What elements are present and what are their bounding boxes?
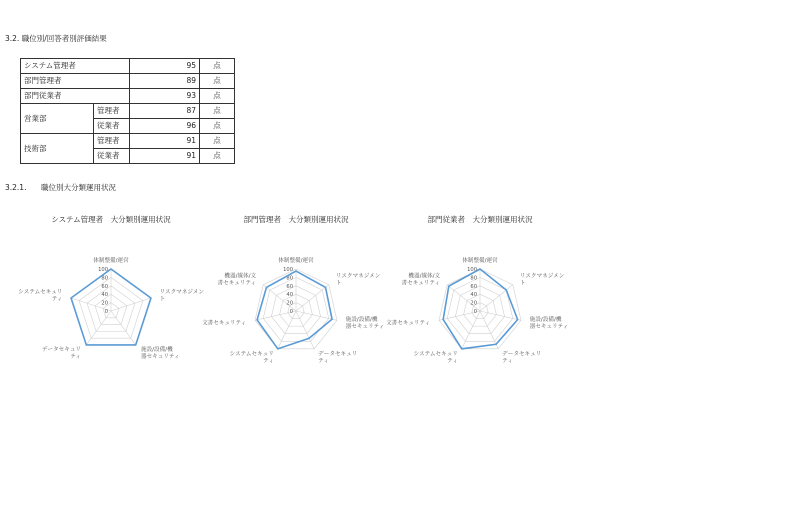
tick-label: 60 bbox=[286, 283, 293, 290]
row-value: 95 bbox=[130, 59, 200, 74]
axis-label-line: 施設/設備/機 bbox=[529, 316, 562, 323]
grid-spoke bbox=[296, 311, 314, 349]
radar-chart bbox=[385, 214, 575, 364]
axis-label-line: システムセキュリ bbox=[413, 351, 458, 358]
axis-label-line: データセキュリ bbox=[502, 351, 542, 358]
tick-label: 100 bbox=[467, 267, 477, 273]
axis-label bbox=[141, 345, 180, 360]
row-unit: 点 bbox=[200, 149, 235, 164]
row-label: 部門管理者 bbox=[21, 74, 130, 89]
axis-label-line: 体制整備/運営 bbox=[278, 258, 314, 264]
tick-label: 40 bbox=[286, 292, 293, 299]
grid-spoke bbox=[480, 311, 498, 349]
axis-label-line: 施設/設備/機 bbox=[345, 316, 378, 323]
radar-chart bbox=[16, 214, 206, 364]
table-row bbox=[21, 59, 235, 74]
tick-label: 40 bbox=[101, 292, 108, 299]
row-label: 管理者 bbox=[94, 134, 130, 149]
radar-plot bbox=[16, 214, 206, 364]
row-unit: 点 bbox=[200, 119, 235, 134]
row-unit: 点 bbox=[200, 104, 235, 119]
row-unit: 点 bbox=[200, 74, 235, 89]
axis-label bbox=[502, 349, 541, 364]
row-value: 91 bbox=[130, 149, 200, 164]
axis-label-line: ティ bbox=[502, 358, 513, 364]
subsection-title: 職位別大分類運用状況 bbox=[41, 183, 116, 192]
row-label: 従業者 bbox=[94, 119, 130, 134]
tick-label: 20 bbox=[101, 300, 108, 307]
axis-label-line: ト bbox=[519, 280, 526, 287]
table-row bbox=[21, 134, 235, 149]
axis-label bbox=[230, 350, 274, 364]
section-title: 3.2. 職位別/回答者別評価結果 bbox=[5, 34, 107, 43]
tick-label: 40 bbox=[470, 292, 477, 299]
axis-label-line: 書セキュリティ bbox=[401, 280, 441, 287]
axis-label-line: データセキュリ bbox=[318, 351, 358, 358]
axis-label-line: 書セキュリティ bbox=[217, 280, 257, 287]
axis-label bbox=[278, 256, 314, 264]
axis-label bbox=[346, 315, 385, 330]
table-row bbox=[21, 89, 235, 104]
group-label: 営業部 bbox=[21, 104, 94, 134]
radar-plot bbox=[201, 214, 391, 364]
axis-label-line: 器セキュリティ bbox=[140, 353, 180, 360]
tick-label: 0 bbox=[473, 309, 477, 315]
tick-label: 100 bbox=[283, 267, 293, 273]
row-label: システム管理者 bbox=[21, 59, 130, 74]
axis-label bbox=[160, 288, 205, 303]
tick-label: 0 bbox=[289, 309, 293, 315]
axis-label-line: ティ bbox=[70, 353, 82, 360]
axis-label-line: リスクマネジメン bbox=[519, 273, 565, 280]
tick-label: 100 bbox=[98, 267, 108, 273]
subsection-number: 3.2.1. bbox=[5, 183, 27, 192]
chart-title: 部門従業者 大分類別運用状況 bbox=[427, 215, 533, 224]
tick-label: 80 bbox=[286, 275, 293, 282]
row-unit: 点 bbox=[200, 89, 235, 104]
axis-label bbox=[414, 350, 458, 364]
score-table bbox=[20, 58, 235, 164]
axis-label-line: リスクマネジメン bbox=[159, 289, 204, 296]
axis-label-line: ティ bbox=[263, 358, 274, 364]
axis-label-line: 体制整備/運営 bbox=[462, 258, 498, 264]
row-unit: 点 bbox=[200, 59, 235, 74]
series-line bbox=[443, 269, 518, 349]
table-row bbox=[21, 104, 235, 119]
axis-label bbox=[42, 345, 81, 360]
table-row bbox=[21, 74, 235, 89]
axis-label-line: システムセキュリ bbox=[18, 289, 63, 296]
axis-label-line: ト bbox=[335, 280, 342, 287]
row-label: 従業者 bbox=[94, 149, 130, 164]
row-value: 93 bbox=[130, 89, 200, 104]
radar-chart bbox=[201, 214, 391, 364]
tick-label: 80 bbox=[101, 275, 108, 282]
axis-label bbox=[93, 256, 129, 264]
axis-label bbox=[530, 315, 569, 330]
axis-label bbox=[218, 272, 257, 287]
row-value: 96 bbox=[130, 119, 200, 134]
grid-spoke bbox=[462, 311, 480, 349]
axis-label bbox=[318, 349, 357, 364]
axis-label-line: 施設/設備/機 bbox=[140, 346, 173, 353]
axis-label-line: 機器/媒体/文 bbox=[408, 273, 441, 280]
radar-plot bbox=[385, 214, 575, 364]
axis-label bbox=[402, 272, 441, 287]
tick-label: 0 bbox=[104, 309, 108, 315]
axis-label-line: リスクマネジメン bbox=[335, 273, 381, 280]
axis-label bbox=[202, 318, 246, 326]
axis-label-line: ト bbox=[159, 296, 166, 303]
tick-label: 80 bbox=[470, 275, 477, 282]
axis-label-line: ティ bbox=[318, 358, 329, 364]
group-label: 技術部 bbox=[21, 134, 94, 164]
row-value: 91 bbox=[130, 134, 200, 149]
axis-label-line: 体制整備/運営 bbox=[93, 258, 129, 264]
tick-label: 20 bbox=[286, 300, 293, 307]
tick-label: 20 bbox=[470, 300, 477, 307]
axis-label bbox=[386, 318, 430, 326]
axis-label-line: 器セキュリティ bbox=[345, 323, 385, 330]
subsection-heading bbox=[5, 182, 116, 193]
tick-label: 60 bbox=[101, 283, 108, 290]
row-unit: 点 bbox=[200, 134, 235, 149]
row-label: 管理者 bbox=[94, 104, 130, 119]
axis-label-line: 文書セキュリティ bbox=[202, 320, 247, 327]
axis-label-line: 文書セキュリティ bbox=[386, 320, 431, 327]
axis-label-line: データセキュリ bbox=[41, 346, 82, 353]
axis-label bbox=[462, 256, 498, 264]
row-value: 87 bbox=[130, 104, 200, 119]
axis-label bbox=[18, 289, 62, 303]
axis-label-line: 機器/媒体/文 bbox=[224, 273, 257, 280]
row-label: 部門従業者 bbox=[21, 89, 130, 104]
axis-label-line: ティ bbox=[447, 358, 458, 364]
chart-title: 部門管理者 大分類別運用状況 bbox=[243, 215, 349, 224]
axis-label-line: ティ bbox=[51, 296, 63, 303]
axis-label-line: 器セキュリティ bbox=[529, 323, 569, 330]
axis-label-line: システムセキュリ bbox=[229, 351, 274, 358]
tick-label: 60 bbox=[470, 283, 477, 290]
axis-label bbox=[336, 272, 381, 287]
axis-label bbox=[520, 272, 565, 287]
row-value: 89 bbox=[130, 74, 200, 89]
chart-title: システム管理者 大分類別運用状況 bbox=[51, 215, 171, 224]
